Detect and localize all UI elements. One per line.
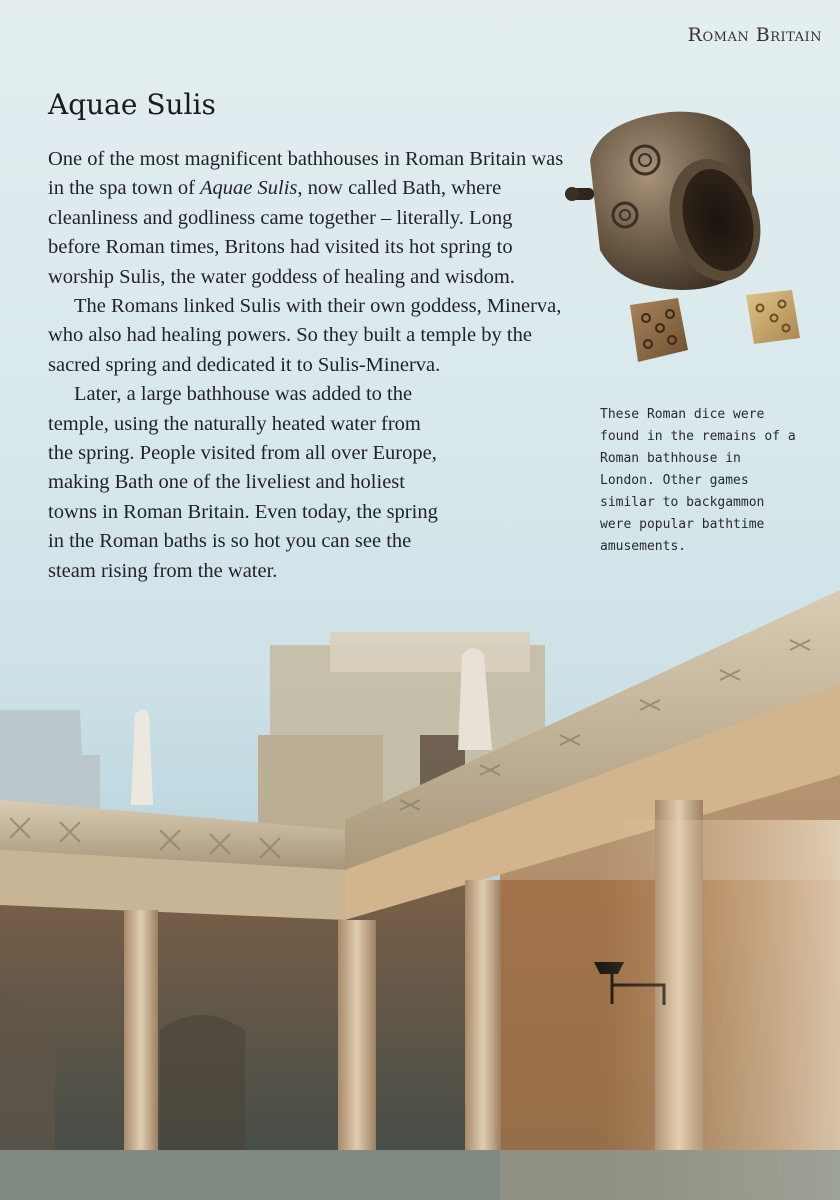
image-caption: These Roman dice were found in the remains of a Roman bathhouse in London. Other games similar to backgammon were popular bathtime amusements. xyxy=(600,407,796,554)
place-name: Aquae Sulis xyxy=(200,177,298,200)
dice-cup-icon xyxy=(565,112,774,292)
paragraph-1-start: One of the most magnificent bathhouses in Roman Britain was in the spa town of xyxy=(48,148,564,200)
roman-baths-photo xyxy=(0,560,840,1200)
paragraph-1-end: , now called Bath, where cleanliness and godliness came together – literally. Long before Roman times, Britons had visited its hot spring to worship Sulis, the water goddess of healing and wisdom. xyxy=(48,177,515,288)
paragraph-1 xyxy=(48,145,568,292)
paragraph-2: The Romans linked Sulis with their own goddess, Minerva, who also had healing powers. So they built a temple by the sacred spring and dedicated it to Sulis-Minerva. xyxy=(48,295,562,376)
dice-illustration xyxy=(560,100,820,390)
die-icon xyxy=(746,290,800,344)
die-icon xyxy=(630,298,688,362)
article-title: Aquae Sulis xyxy=(48,88,216,121)
running-head: Roman Britain xyxy=(687,24,822,46)
paragraph-3: Later, a large bathhouse was added to the temple, using the naturally heated water from the spring. People visited from all over Europe, making Bath one of the liveliest and holiest towns in Roman Britain. Even today, the spring in the Roman baths is so hot you can see the steam rising from the water. xyxy=(48,383,438,582)
article-body xyxy=(48,145,568,586)
